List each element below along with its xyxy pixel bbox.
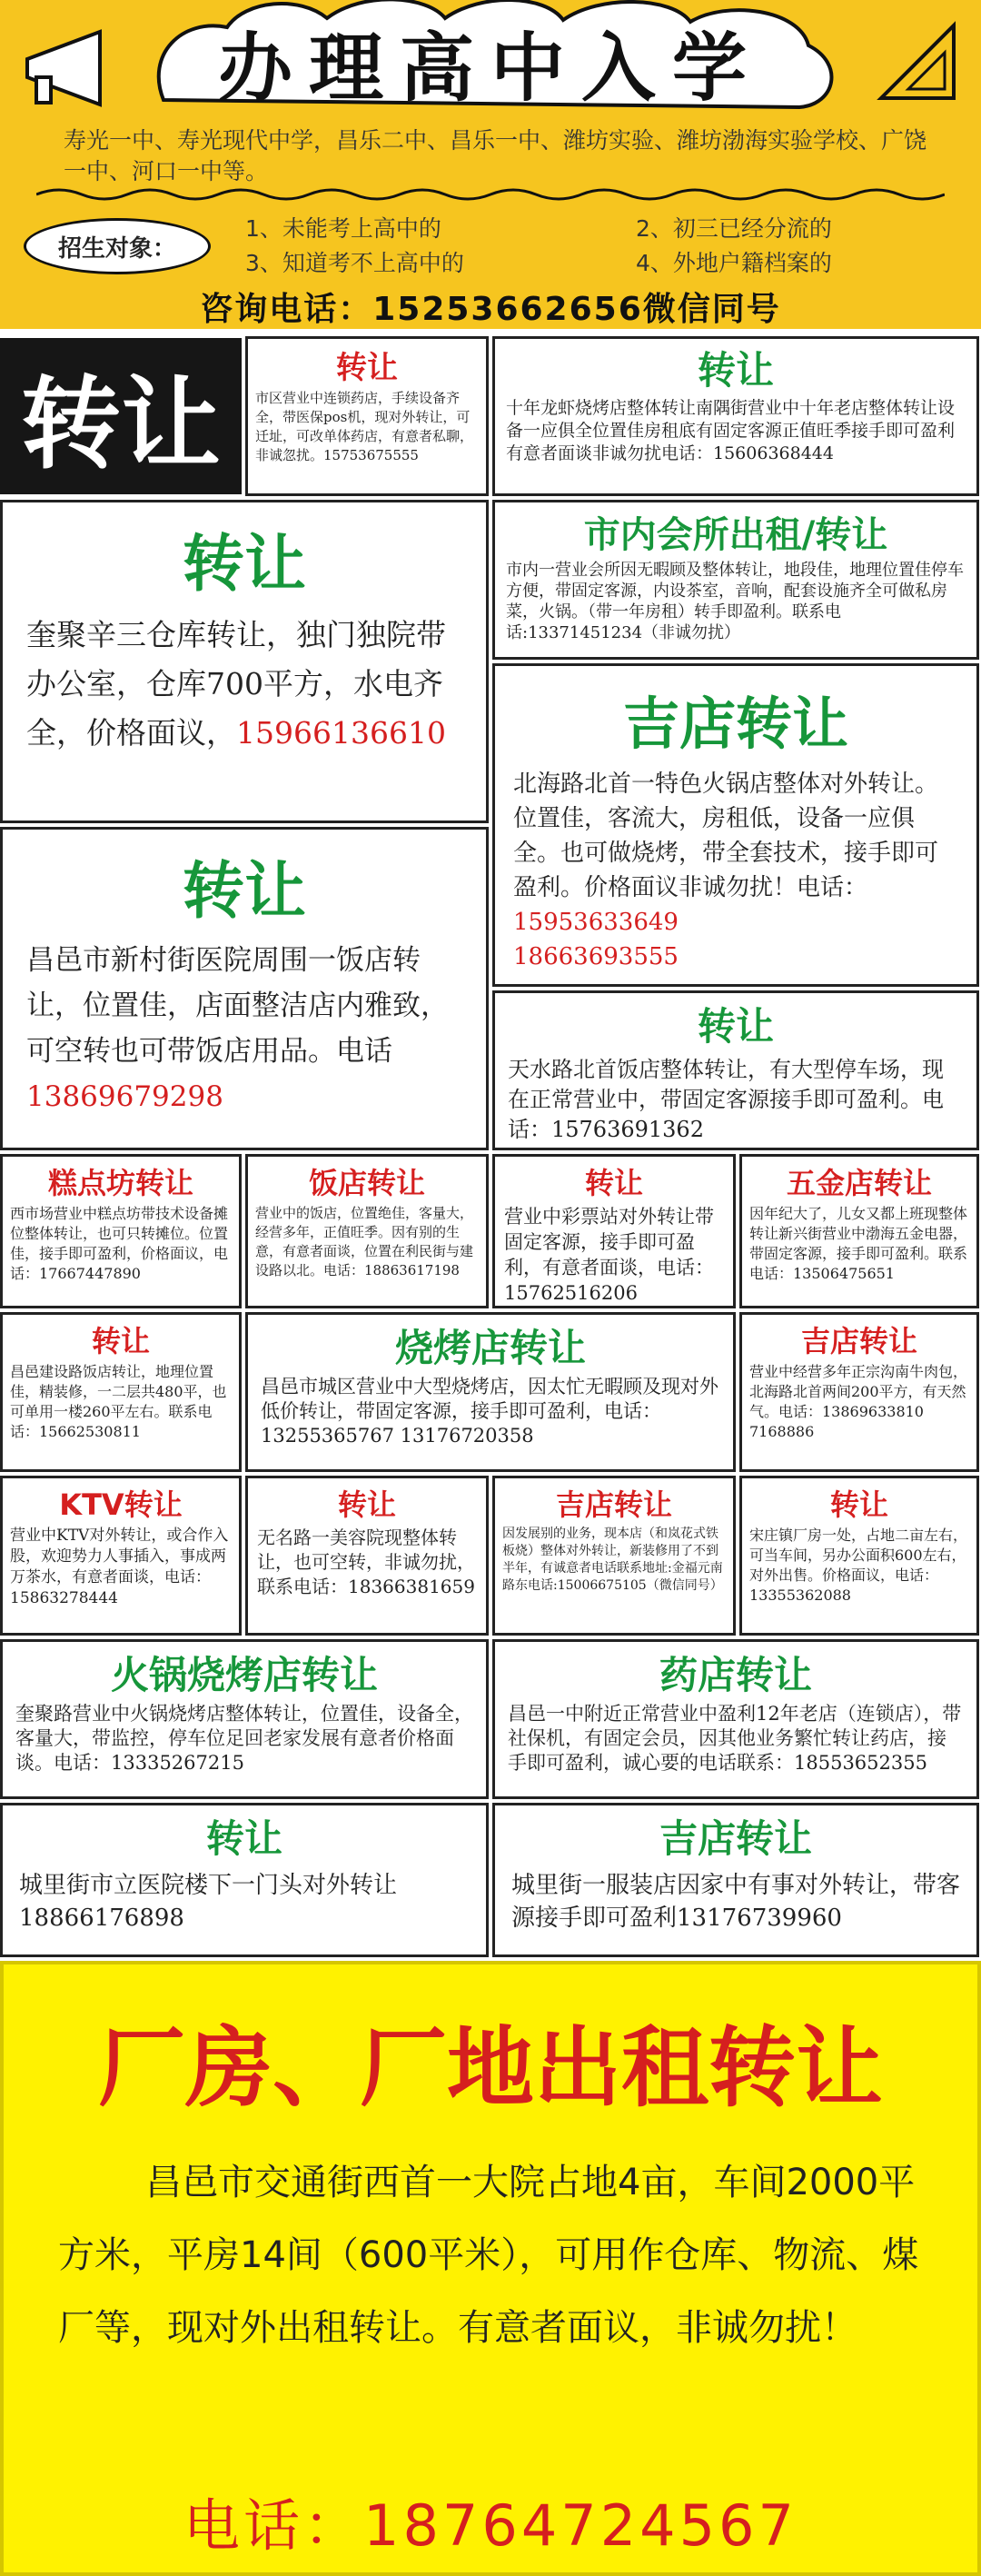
school-list: 寿光一中、寿光现代中学，昌乐二中、昌乐一中、潍坊实验、潍坊渤海实验学校、广饶一中、河口一中等。 — [64, 127, 927, 184]
ad-title: 吉店转让 — [555, 1487, 672, 1522]
header-phone: 咨询电话：15253662656微信同号 — [200, 291, 781, 328]
wave-divider — [36, 185, 945, 204]
ad-body: 营业中彩票站对外转让带固定客源，接手即可盈利，有意者面谈，电话：15762516206 — [504, 1206, 714, 1304]
ad-body: 市内一营业会所因无暇顾及整体转让，地段佳，地理位置佳停车方便，带固定客源，内设茶室，音响，配套设施齐全可做私房菜，火锅。（带一年房租）转手即盈利。联系电话:13371451234（非诚勿扰） — [506, 561, 964, 642]
header-title: 办理高中入学 — [217, 25, 763, 112]
megaphone-icon — [18, 27, 118, 109]
ad-factory-songzhuang — [739, 1476, 979, 1636]
target-badge: 招生对象： — [24, 218, 211, 274]
ad-title: 转让 — [697, 348, 774, 393]
ad-restaurant-jianshe — [0, 1312, 242, 1472]
ad-title: 转让 — [182, 856, 306, 928]
ad-body: 城里街市立医院楼下一门头对外转让18866176898 — [19, 1872, 398, 1932]
banner-title: 厂房、厂地出租转让 — [98, 2016, 883, 2119]
ad-body: 营业中经营多年正宗沟南牛肉包，北海路北首两间200平方，有天然气。电话：13869633810 7168886 — [749, 1363, 968, 1440]
ad-title: 转让 — [91, 1324, 150, 1358]
ad-title: 饭店转让 — [308, 1166, 425, 1200]
ad-restaurant-tianshui — [492, 990, 979, 1150]
ad-bakery — [0, 1154, 242, 1308]
ad-body: 北海路北首一特色火锅店整体对外转让。位置佳，客流大，房租低，设备一应俱全。也可做烧烤，带全套技术，接手即可盈利。价格面议非诚勿扰！电话： — [513, 771, 939, 901]
ad-pharmacy-yizhong — [492, 1639, 979, 1799]
banner-phone: 电话：18764724567 — [183, 2492, 798, 2559]
ad-title: 转让 — [182, 529, 306, 601]
ad-body: 昌邑市新村街医院周围一饭店转让，位置佳，店面整洁店内雅致，可空转也可带饭店用品。电话 — [26, 944, 449, 1068]
ad-phone-2: 18663693555 — [513, 943, 679, 970]
ad-ktv — [0, 1476, 242, 1636]
ad-clubhouse — [492, 500, 979, 660]
ad-title: 五金店转让 — [786, 1166, 932, 1200]
ad-body: 营业中的饭店，位置绝佳，客量大，经营多年，正值旺季。因有别的生意，有意者面谈，位置在利民街与建设路以北。电话：18863617198 — [255, 1205, 474, 1278]
ad-title: 吉店转让 — [622, 691, 848, 757]
ad-title: 市内会所出租/转让 — [583, 514, 888, 556]
ad-body: 天水路北首饭店整体转让，有大型停车场，现在正常营业中，带固定客源接手即可盈利。电话：15763691362 — [508, 1057, 944, 1142]
ad-restaurant-xincun — [0, 827, 489, 1150]
ad-title: 转让 — [336, 350, 398, 386]
ad-title: 转让 — [584, 1166, 643, 1200]
ad-title: KTV转让 — [59, 1487, 183, 1522]
ad-hardware — [739, 1154, 979, 1308]
ad-warehouse — [0, 500, 489, 823]
ad-phone: 15953633649 — [513, 909, 679, 936]
ad-crawfish-bbq — [492, 336, 979, 496]
ad-body: 宋庄镇厂房一处，占地二亩左右，可当车间，另办公面积600左右，对外出售。价格面议，电话：13355362088 — [749, 1527, 968, 1604]
condition-4: 4、外地户籍档案的 — [636, 250, 832, 276]
condition-3: 3、知道考不上高中的 — [245, 250, 464, 276]
ruler-triangle-icon — [872, 16, 963, 107]
ad-body: 城里街一服装店因家中有事对外转让，带客源接手即可盈利13176739960 — [511, 1872, 961, 1932]
ad-body: 无名路一美容院现整体转让，也可空转，非诚勿扰，联系电话：18366381659 — [257, 1527, 475, 1597]
ad-body: 市区营业中连锁药店，手续设备齐全，带医保pos机，现对外转让，可迁址，可改单体药店，有意者私聊，非诚忽扰。15753675555 — [255, 390, 474, 463]
ad-beef-bun — [739, 1312, 979, 1472]
ad-phone: 15966136610 — [236, 715, 446, 751]
ad-body: 营业中KTV对外转让，或合作入股，欢迎势力人事插入，事成两万茶水，有意者面谈，电话：15863278444 — [10, 1527, 229, 1607]
transfer-big-label: 转让 — [0, 338, 242, 494]
ad-body: 十年龙虾烧烤店整体转让南隅街营业中十年老店整体转让设备一应俱全位置佳房租底有固定客源正值旺季接手即可盈利有意者面谈非诚勿扰电话：15606368444 — [506, 398, 956, 463]
ad-bbq-shop — [245, 1312, 736, 1472]
ad-title: 吉店转让 — [659, 1816, 812, 1861]
ad-body: 因年纪大了，儿女又都上班现整体转让新兴街营业中渤海五金电器，带固定客源，接手即可盈利。联系电话：13506475651 — [749, 1205, 968, 1282]
ad-hotpot — [492, 663, 979, 987]
ad-body: 奎聚路营业中火锅烧烤店整体转让，位置佳，设备全，客量大，带监控，停车位足回老家发展有意者价格面谈。电话：13335267215 — [15, 1703, 473, 1774]
ad-title: 烧烤店转让 — [394, 1326, 586, 1370]
ad-title: 药店转让 — [659, 1653, 812, 1697]
ad-title: 吉店转让 — [800, 1324, 917, 1358]
ad-restaurant — [245, 1154, 489, 1308]
ad-clothing-store — [492, 1803, 979, 1957]
ad-body: 奎聚辛三仓库转让，独门独院带办公室，仓库700平方，水电齐全，价格面议， — [26, 617, 446, 751]
ad-pharmacy — [245, 336, 489, 496]
condition-2: 2、初三已经分流的 — [636, 215, 832, 242]
ad-beauty-salon — [245, 1476, 489, 1636]
ad-body: 昌邑建设路饭店转让，地理位置佳，精装修，一二层共480平，也可单用一楼260平左右。联系电话：15662530811 — [10, 1363, 227, 1440]
ad-teppanyaki — [492, 1476, 736, 1636]
ad-body: 昌邑一中附近正常营业中盈利12年老店（连锁店），带社保机，有固定会员，因其他业务繁忙转让药店，接手即可盈利，诚心要的电话联系：18553652355 — [508, 1703, 962, 1774]
banner-body: 昌邑市交通街西首一大院占地4亩，车间2000平方米，平房14间（600平米），可用作仓库、物流、煤厂等，现对外出租转让。有意者面议，非诚勿扰！ — [58, 2162, 919, 2349]
ad-title: 糕点坊转让 — [47, 1166, 193, 1200]
ad-title: 转让 — [829, 1487, 888, 1522]
ad-body: 西市场营业中糕点坊带技术设备摊位整体转让，也可只转摊位。位置佳，接手即可盈利，价格面议，电话：17667447890 — [10, 1205, 229, 1282]
factory-rental-banner — [0, 1961, 981, 2576]
ad-title: 转让 — [205, 1816, 282, 1861]
ad-title: 转让 — [697, 1004, 774, 1049]
ad-phone: 13869679298 — [26, 1080, 223, 1113]
ad-title: 转让 — [337, 1487, 396, 1522]
recruitment-header — [0, 0, 981, 329]
ad-storefront — [0, 1803, 489, 1957]
ad-hotpot-bbq — [0, 1639, 489, 1799]
condition-1: 1、未能考上高中的 — [245, 215, 441, 242]
ad-body: 昌邑市城区营业中大型烧烤店，因太忙无暇顾及现对外低价转让，带固定客源，接手即可盈利，电话：13255365767 13176720358 — [261, 1376, 718, 1447]
ad-title: 火锅烧烤店转让 — [110, 1653, 378, 1697]
ad-body: 因发展别的业务，现本店（和岚花式铁板烧）整体对外转让，新装修用了不到半年，有诚意者电话联系地址:金福元南路东电话:15006675105（微信同号） — [502, 1527, 723, 1593]
ad-lottery — [492, 1154, 736, 1308]
